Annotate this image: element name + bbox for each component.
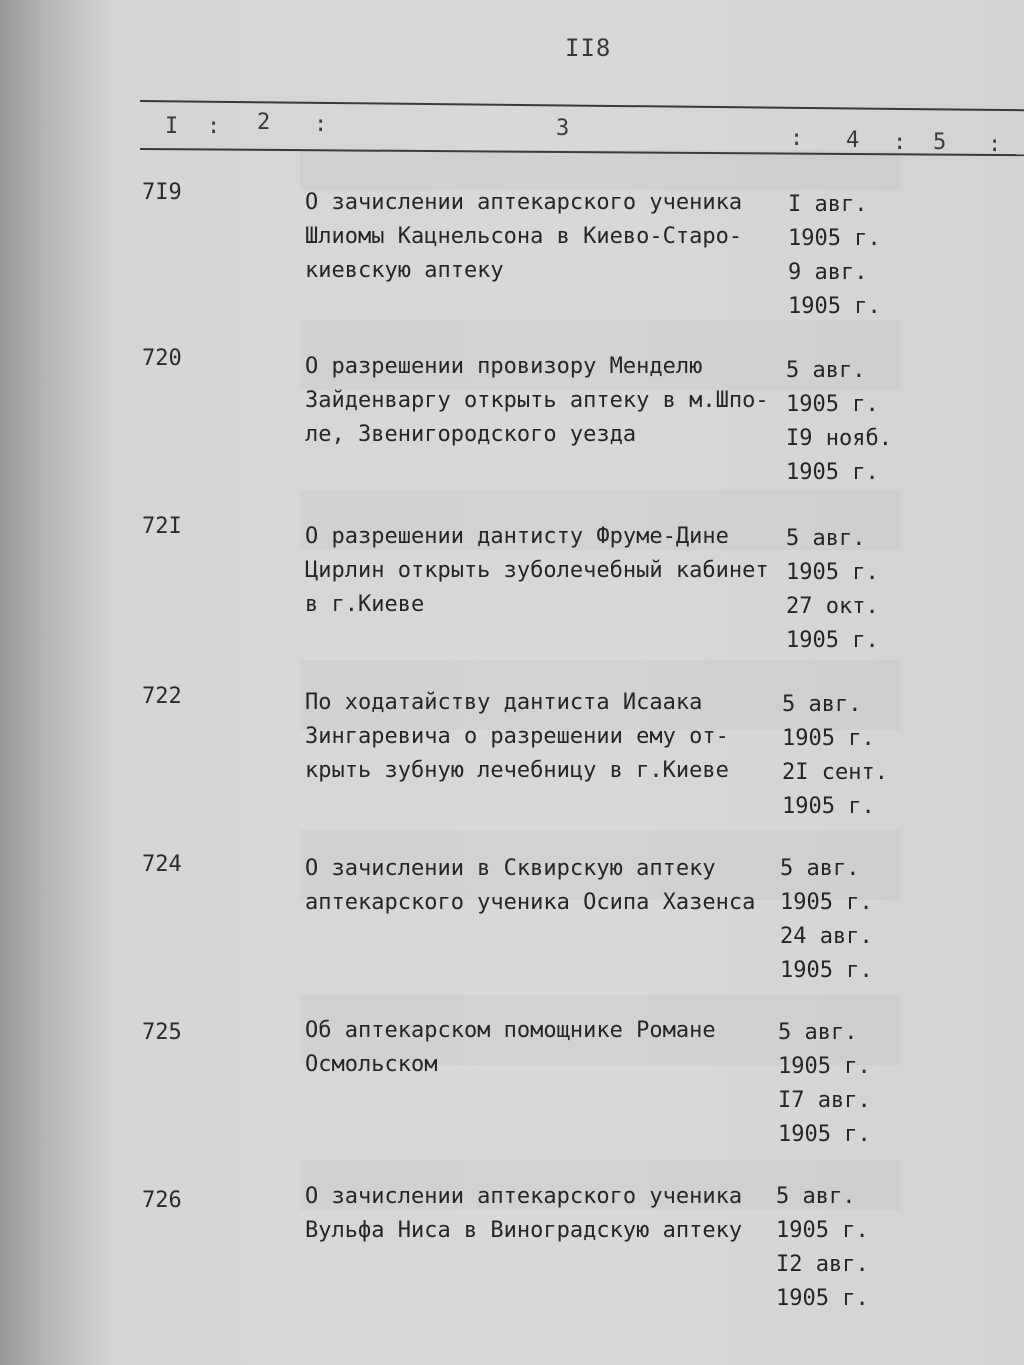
entry-date-line: 9 авг. [788, 260, 868, 285]
entry-date-line: I2 авг. [776, 1252, 869, 1277]
entry-date-line: 5 авг. [786, 358, 866, 383]
page-number: II8 [565, 34, 612, 62]
entry-date-line: 1905 г. [778, 1122, 871, 1147]
entry-date-line: 5 авг. [782, 692, 862, 717]
entry-dates [776, 1180, 916, 1316]
column-header-5: 5 [933, 130, 947, 155]
entry-date-line: 1905 г. [782, 726, 875, 751]
entry-date-line: 1905 г. [788, 294, 881, 319]
register-entry [0, 684, 1024, 844]
entry-text-line: Цирлин открыть зуболечебный кабинет [305, 558, 769, 583]
entry-text-line: О разрешении дантисту Фруме-Дине [305, 524, 729, 549]
entry-text-line: О зачислении аптекарского ученика [305, 1184, 743, 1209]
entry-date-line: 5 авг. [776, 1184, 856, 1209]
register-entry [0, 180, 1024, 340]
entry-text-line: киевскую аптеку [305, 258, 504, 283]
entry-text-line: ле, Звенигородского уезда [305, 422, 637, 447]
column-separator: : [988, 132, 1002, 157]
register-entry [0, 514, 1024, 674]
entry-text-line: О зачислении аптекарского ученика [305, 190, 743, 215]
column-header-1: I [165, 114, 179, 139]
entry-text-line: аптекарского ученика Осипа Хазенса [305, 890, 756, 915]
register-entry [0, 1184, 1024, 1348]
entry-date-line: I авг. [788, 192, 868, 217]
entry-number: 724 [142, 852, 182, 877]
column-separator: : [790, 126, 804, 151]
entry-description [305, 186, 775, 288]
entry-dates [786, 522, 926, 658]
entry-description [305, 686, 775, 788]
header-rule-bottom [140, 148, 1024, 156]
entry-date-line: 27 окт. [786, 594, 879, 619]
column-header-2: 2 [257, 110, 271, 135]
entry-description [305, 852, 775, 920]
entry-number: 722 [142, 684, 182, 709]
register-entry [0, 1020, 1024, 1180]
entry-date-line: 1905 г. [782, 794, 875, 819]
entry-date-line: 1905 г. [788, 226, 881, 251]
entry-dates [786, 354, 926, 490]
register-entry [0, 346, 1024, 506]
entry-number: 72I [142, 514, 182, 539]
entry-date-line: 24 авг. [780, 924, 873, 949]
entry-number: 725 [142, 1020, 182, 1045]
entry-date-line: 2I сент. [782, 760, 888, 785]
entry-description [305, 350, 775, 452]
entry-number: 7I9 [142, 180, 182, 205]
entry-text-line: Вульфа Ниса в Виноградскую аптеку [305, 1218, 743, 1243]
entry-text-line: Зайденваргу открыть аптеку в м.Шпо- [305, 388, 769, 413]
entry-dates [788, 188, 928, 324]
column-separator: : [314, 112, 328, 137]
entry-date-line: 1905 г. [776, 1218, 869, 1243]
entry-date-line: 5 авг. [786, 526, 866, 551]
entry-date-line: 1905 г. [778, 1054, 871, 1079]
register-entry [0, 852, 1024, 1012]
entry-date-line: 1905 г. [780, 958, 873, 983]
entry-description [305, 1014, 775, 1082]
entry-number: 720 [142, 346, 182, 371]
entry-dates [778, 1016, 918, 1152]
entry-text-line: Осмольском [305, 1052, 438, 1077]
entry-text-line: Об аптекарском помощнике Романе [305, 1018, 716, 1043]
entry-date-line: 5 авг. [780, 856, 860, 881]
entry-dates [780, 852, 920, 988]
entry-text-line: крыть зубную лечебницу в г.Киеве [305, 758, 729, 783]
entry-date-line: I7 авг. [778, 1088, 871, 1113]
entry-date-line: 5 авг. [778, 1020, 858, 1045]
entry-date-line: 1905 г. [776, 1286, 869, 1311]
entry-text-line: Шлиомы Кацнельсона в Киево-Старо- [305, 224, 743, 249]
entry-text-line: По ходатайству дантиста Исаака [305, 690, 703, 715]
entry-date-line: 1905 г. [786, 560, 879, 585]
column-header-3: 3 [556, 116, 570, 141]
entry-number: 726 [142, 1188, 182, 1213]
header-rule-top [140, 100, 1024, 111]
entry-date-line: 1905 г. [786, 392, 879, 417]
entry-text-line: Зингаревича о разрешении ему от- [305, 724, 729, 749]
entry-date-line: 1905 г. [780, 890, 873, 915]
entry-date-line: I9 нояб. [786, 426, 892, 451]
entry-description [305, 520, 775, 622]
entry-text-line: в г.Киеве [305, 592, 425, 617]
entry-text-line: О разрешении провизору Менделю [305, 354, 703, 379]
entry-text-line: О зачислении в Сквирскую аптеку [305, 856, 716, 881]
column-separator: : [207, 114, 221, 139]
entry-dates [782, 688, 922, 824]
column-header-4: 4 [846, 128, 860, 153]
entry-date-line: 1905 г. [786, 460, 879, 485]
column-separator: : [893, 130, 907, 155]
entry-description [305, 1180, 775, 1248]
entry-date-line: 1905 г. [786, 628, 879, 653]
